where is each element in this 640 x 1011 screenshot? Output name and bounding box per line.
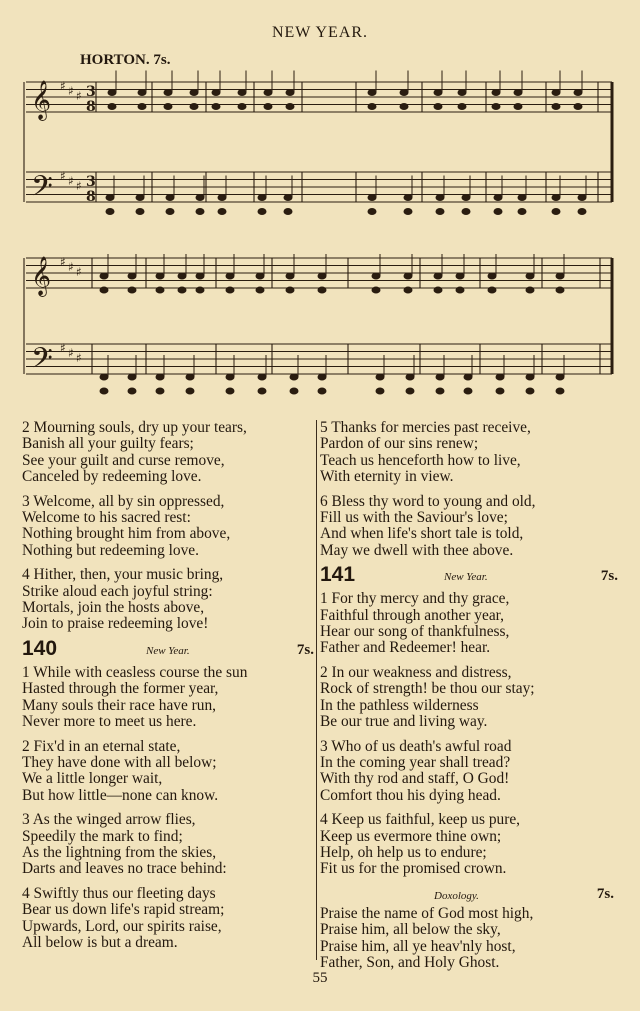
- note-head: [552, 104, 560, 110]
- note-head: [496, 388, 504, 394]
- stanza: [22, 886, 316, 952]
- verse-line: Help, oh help us to endure;: [320, 843, 487, 861]
- note-head: [286, 90, 294, 96]
- note-head: [404, 209, 412, 215]
- verse-line: All below is but a dream.: [22, 933, 178, 951]
- sharp-glyph: ♯: [60, 255, 66, 269]
- note-head: [552, 209, 560, 215]
- verse-line: Fill us with the Saviour's love;: [320, 509, 508, 527]
- verse-line: Rock of strength! be thou our stay;: [320, 680, 535, 698]
- note-head: [436, 388, 444, 394]
- note-head: [462, 209, 470, 215]
- stanza: [320, 665, 620, 731]
- note-head: [218, 195, 226, 201]
- verse-line: Praise the name of God most high,: [320, 904, 534, 922]
- note-head: [258, 195, 266, 201]
- clef-glyph: 𝄞: [31, 80, 52, 120]
- sharp-glyph: ♯: [68, 84, 74, 98]
- note-head: [178, 273, 186, 279]
- note-head: [128, 374, 136, 380]
- stanza: [320, 591, 620, 657]
- page-number: 55: [312, 970, 328, 986]
- note-head: [556, 287, 564, 293]
- sharp-glyph: ♯: [76, 89, 82, 103]
- verse-line: Comfort thou his dying head.: [320, 786, 501, 804]
- verse-line: With eternity in view.: [320, 468, 454, 486]
- hymn-meter: 7s.: [600, 568, 618, 585]
- sharp-glyph: ♯: [68, 174, 74, 188]
- note-head: [226, 388, 234, 394]
- note-head: [368, 209, 376, 215]
- note-head: [434, 104, 442, 110]
- sharp-glyph: ♯: [76, 265, 82, 279]
- note-head: [404, 287, 412, 293]
- note-head: [284, 195, 292, 201]
- tune-meter: 7s.: [153, 52, 171, 68]
- clef-glyph: 𝄢: [31, 342, 53, 382]
- note-head: [456, 273, 464, 279]
- note-head: [136, 209, 144, 215]
- verse-line: Join to praise redeeming love!: [22, 615, 209, 633]
- verse-line: Faithful through another year,: [320, 606, 505, 624]
- note-head: [186, 374, 194, 380]
- hymn-number: 140: [22, 636, 58, 660]
- note-head: [106, 195, 114, 201]
- note-head: [238, 90, 246, 96]
- note-head: [462, 195, 470, 201]
- verse-line: Praise him, all ye heav'nly host,: [320, 937, 516, 955]
- note-head: [436, 374, 444, 380]
- note-head: [156, 287, 164, 293]
- verse-line: Strike aloud each joyful string:: [22, 582, 213, 600]
- verse-line: 1 For thy mercy and thy grace,: [320, 590, 510, 608]
- verse-line: Darts and leaves no trace behind:: [22, 860, 227, 878]
- note-head: [434, 273, 442, 279]
- note-head: [368, 195, 376, 201]
- note-head: [368, 90, 376, 96]
- hymn-title: New Year.: [444, 571, 488, 584]
- note-head: [108, 90, 116, 96]
- note-head: [458, 104, 466, 110]
- right-column: [320, 420, 620, 979]
- note-head: [128, 287, 136, 293]
- note-head: [286, 287, 294, 293]
- note-head: [100, 388, 108, 394]
- time-signature: 8: [86, 189, 96, 205]
- note-head: [264, 90, 272, 96]
- note-head: [264, 104, 272, 110]
- clef-glyph: 𝄞: [31, 256, 52, 296]
- verse-line: 5 Thanks for mercies past receive,: [320, 419, 531, 436]
- verse-line: And when life's short tale is told,: [320, 525, 524, 543]
- note-head: [212, 104, 220, 110]
- note-head: [464, 374, 472, 380]
- note-head: [496, 374, 504, 380]
- note-head: [514, 104, 522, 110]
- verse-line: Speedily the mark to find;: [22, 827, 183, 845]
- verse-line: Father and Redeemer! hear.: [320, 639, 491, 657]
- note-head: [514, 90, 522, 96]
- doxology-meter: 7s.: [596, 885, 614, 902]
- hymn-title: New Year.: [146, 644, 190, 657]
- note-head: [434, 287, 442, 293]
- note-head: [492, 104, 500, 110]
- sharp-glyph: ♯: [76, 179, 82, 193]
- verse-line: 3 Welcome, all by sin oppressed,: [22, 492, 225, 510]
- note-head: [166, 209, 174, 215]
- note-head: [258, 209, 266, 215]
- stanzas-140: [22, 665, 316, 952]
- note-head: [464, 388, 472, 394]
- verse-line: They have done with all below;: [22, 753, 217, 771]
- note-head: [518, 195, 526, 201]
- verse-line: 4 Hither, then, your music bring,: [22, 566, 224, 584]
- note-head: [526, 388, 534, 394]
- note-head: [238, 104, 246, 110]
- note-head: [290, 374, 298, 380]
- note-head: [318, 287, 326, 293]
- stanza: [320, 739, 620, 805]
- verse-line: May we dwell with thee above.: [320, 541, 514, 559]
- note-head: [578, 195, 586, 201]
- verse-line: Hasted through the former year,: [22, 680, 219, 698]
- verse-line: Pardon of our sins renew;: [320, 435, 479, 453]
- note-head: [196, 287, 204, 293]
- hymn-number: 141: [320, 563, 356, 587]
- note-head: [406, 388, 414, 394]
- verse-line: 4 Swiftly thus our fleeting days: [22, 884, 216, 902]
- verse-line: 4 Keep us faithful, keep us pure,: [320, 811, 521, 829]
- note-head: [226, 374, 234, 380]
- note-head: [128, 388, 136, 394]
- verse-line: See your guilt and curse remove,: [22, 451, 225, 469]
- verse-line: Teach us henceforth how to live,: [320, 451, 521, 469]
- note-head: [436, 195, 444, 201]
- note-head: [186, 388, 194, 394]
- note-head: [156, 374, 164, 380]
- clef-glyph: 𝄢: [31, 170, 53, 210]
- note-head: [578, 209, 586, 215]
- note-head: [518, 209, 526, 215]
- note-head: [556, 374, 564, 380]
- note-head: [556, 273, 564, 279]
- note-head: [488, 287, 496, 293]
- verse-line: Canceled by redeeming love.: [22, 468, 202, 486]
- note-head: [196, 195, 204, 201]
- verse-line: With thy rod and staff, O God!: [320, 770, 510, 788]
- doxology-stanza: [320, 906, 620, 972]
- stanza: [22, 567, 316, 633]
- verse-line: But how little—none can know.: [22, 786, 219, 804]
- note-head: [196, 209, 204, 215]
- time-signature: 8: [86, 99, 96, 115]
- verse-line: Father, Son, and Holy Ghost.: [320, 953, 500, 971]
- note-head: [136, 195, 144, 201]
- note-head: [226, 273, 234, 279]
- sharp-glyph: ♯: [68, 260, 74, 274]
- verse-line: Nothing brought him from above,: [22, 525, 231, 543]
- sharp-glyph: ♯: [60, 169, 66, 183]
- note-head: [318, 388, 326, 394]
- tune-name: HORTON.: [80, 52, 150, 68]
- verse-line: Be our true and living way.: [320, 713, 488, 731]
- music-score: [0, 62, 640, 402]
- note-head: [258, 388, 266, 394]
- left-column: [22, 420, 316, 959]
- hymn-meter: 7s.: [296, 641, 314, 658]
- time-signature: 3: [86, 84, 96, 100]
- note-head: [492, 90, 500, 96]
- note-head: [218, 209, 226, 215]
- note-head: [212, 90, 220, 96]
- note-head: [372, 287, 380, 293]
- verse-line: Praise him, all below the sky,: [320, 921, 501, 939]
- note-head: [436, 209, 444, 215]
- page-header: NEW YEAR.: [271, 24, 369, 41]
- note-head: [372, 273, 380, 279]
- doxology-title: Doxology.: [434, 889, 479, 902]
- note-head: [526, 287, 534, 293]
- note-head: [196, 273, 204, 279]
- column-divider: [316, 420, 317, 960]
- note-head: [258, 374, 266, 380]
- note-head: [156, 273, 164, 279]
- stanza: [320, 494, 620, 560]
- note-head: [166, 195, 174, 201]
- note-head: [400, 104, 408, 110]
- note-head: [574, 104, 582, 110]
- verse-line: Welcome to his sacred rest:: [22, 509, 191, 527]
- hymn-heading-141: [320, 563, 620, 589]
- verse-line: 3 As the winged arrow flies,: [22, 811, 196, 829]
- verse-line: Keep us evermore thine own;: [320, 827, 502, 845]
- note-head: [458, 90, 466, 96]
- note-head: [138, 104, 146, 110]
- note-head: [284, 209, 292, 215]
- verse-line: 2 In our weakness and distress,: [320, 663, 512, 681]
- sharp-glyph: ♯: [76, 351, 82, 365]
- verse-line: Hear our song of thankfulness,: [320, 623, 510, 641]
- stanza: [320, 420, 620, 486]
- verse-line: Never more to meet us here.: [22, 713, 197, 731]
- verse-line: We a little longer wait,: [22, 770, 163, 788]
- note-head: [318, 273, 326, 279]
- verse-line: Nothing but redeeming love.: [22, 541, 199, 559]
- note-head: [256, 273, 264, 279]
- note-head: [552, 90, 560, 96]
- note-head: [494, 209, 502, 215]
- verse-line: Mortals, join the hosts above,: [22, 599, 205, 617]
- verse-line: 1 While with ceasless course the sun: [22, 663, 248, 681]
- note-head: [368, 104, 376, 110]
- stanza: [22, 739, 316, 805]
- stanza: [320, 812, 620, 878]
- verse-line: 3 Who of us death's awful road: [320, 737, 512, 755]
- stanza: [22, 420, 316, 486]
- note-head: [556, 388, 564, 394]
- note-head: [138, 90, 146, 96]
- verse-line: Fit us for the promised crown.: [320, 860, 507, 878]
- verse-line: Upwards, Lord, our spirits raise,: [22, 917, 222, 935]
- sharp-glyph: ♯: [60, 79, 66, 93]
- verse-line: Banish all your guilty fears;: [22, 435, 194, 453]
- note-head: [156, 388, 164, 394]
- note-head: [100, 287, 108, 293]
- note-head: [226, 287, 234, 293]
- note-head: [494, 195, 502, 201]
- verse-line: In the coming year shall tread?: [320, 753, 511, 771]
- note-head: [190, 90, 198, 96]
- verse-line: 2 Fix'd in an eternal state,: [22, 737, 181, 755]
- note-head: [526, 273, 534, 279]
- note-head: [376, 374, 384, 380]
- doxology-heading: [320, 886, 620, 906]
- sharp-glyph: ♯: [68, 346, 74, 360]
- note-head: [286, 104, 294, 110]
- stanza: [22, 494, 316, 560]
- verse-line: Many souls their race have run,: [22, 696, 217, 714]
- note-head: [400, 90, 408, 96]
- verse-line: In the pathless wilderness: [320, 696, 479, 714]
- note-head: [526, 374, 534, 380]
- note-head: [100, 273, 108, 279]
- time-signature: 3: [86, 174, 96, 190]
- note-head: [404, 195, 412, 201]
- verse-line: 2 Mourning souls, dry up your tears,: [22, 419, 247, 436]
- stanza: [22, 665, 316, 731]
- note-head: [128, 273, 136, 279]
- note-head: [488, 273, 496, 279]
- note-head: [164, 90, 172, 96]
- note-head: [456, 287, 464, 293]
- note-head: [286, 273, 294, 279]
- verse-line: 6 Bless thy word to young and old,: [320, 492, 536, 510]
- note-head: [106, 209, 114, 215]
- note-head: [404, 273, 412, 279]
- note-head: [406, 374, 414, 380]
- note-head: [178, 287, 186, 293]
- sharp-glyph: ♯: [60, 341, 66, 355]
- verse-line: As the lightning from the skies,: [22, 843, 217, 861]
- note-head: [164, 104, 172, 110]
- note-head: [318, 374, 326, 380]
- note-head: [190, 104, 198, 110]
- note-head: [256, 287, 264, 293]
- note-head: [108, 104, 116, 110]
- note-head: [552, 195, 560, 201]
- note-head: [434, 90, 442, 96]
- stanzas-139: [22, 420, 316, 633]
- stanza: [22, 812, 316, 878]
- hymn-heading-140: [22, 636, 316, 663]
- note-head: [376, 388, 384, 394]
- note-head: [574, 90, 582, 96]
- note-head: [290, 388, 298, 394]
- note-head: [100, 374, 108, 380]
- verse-line: Bear us down life's rapid stream;: [22, 901, 225, 919]
